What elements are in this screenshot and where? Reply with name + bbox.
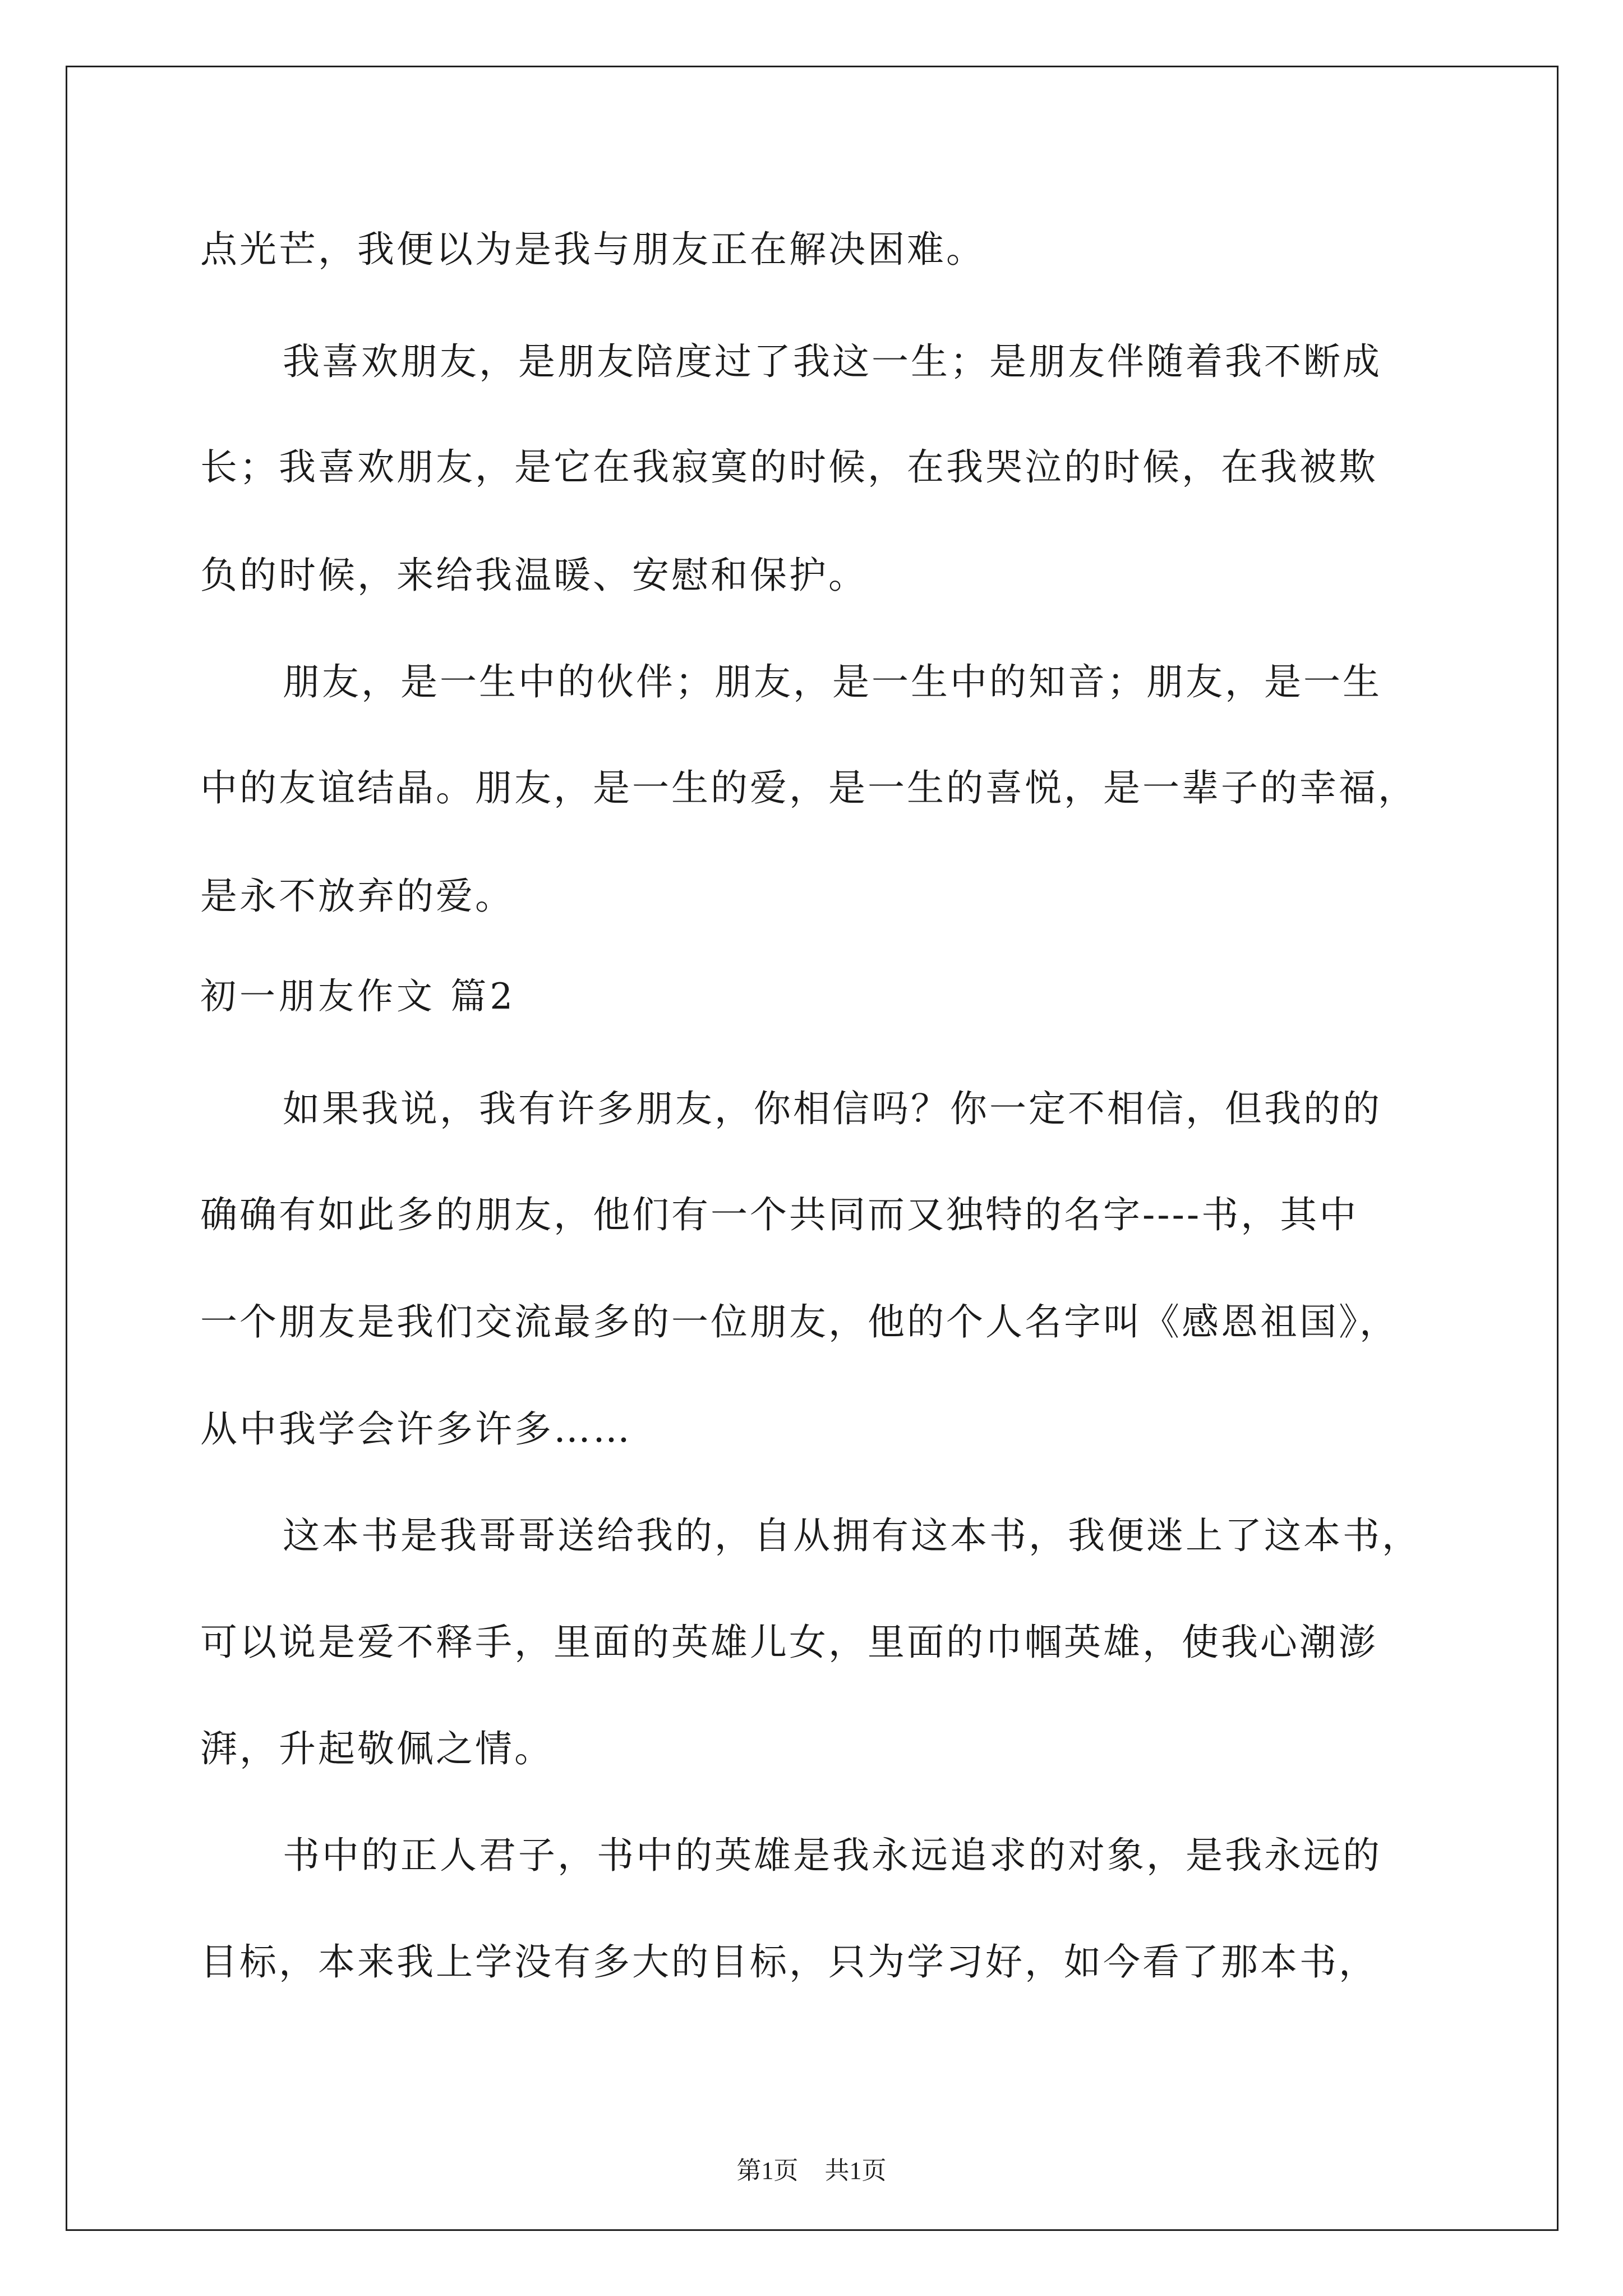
text-line: 一个朋友是我们交流最多的一位朋友，他的个人名字叫《感恩祖国》，: [200, 1300, 1399, 1343]
page-footer: [0, 2159, 1623, 2183]
text-line: 是永不放弃的爱。: [200, 875, 514, 918]
text-line: 目标，本来我上学没有多大的目标，只为学习好，如今看了那本书，: [200, 1940, 1378, 1984]
text-line: 确确有如此多的朋友，他们有一个共同而又独特的名字----书，其中: [200, 1193, 1359, 1236]
text-line: 负的时候，来给我温暖、安慰和保护。: [200, 554, 868, 597]
text-line: 点光芒，我便以为是我与朋友正在解决困难。: [200, 228, 985, 271]
text-line: 可以说是爱不释手，里面的英雄儿女，里面的巾帼英雄，使我心潮澎: [200, 1621, 1378, 1664]
text-line: 从中我学会许多许多……: [200, 1407, 632, 1451]
paragraph-start-line: 如果我说，我有许多朋友，你相信吗？你一定不相信，但我的的: [283, 1087, 1382, 1130]
text-line: 长；我喜欢朋友，是它在我寂寞的时候，在我哭泣的时候，在我被欺: [200, 445, 1378, 489]
paragraph-start-line: 这本书是我哥哥送给我的，自从拥有这本书，我便迷上了这本书，: [283, 1514, 1421, 1557]
paragraph-start-line: 朋友，是一生中的伙伴；朋友，是一生中的知音；朋友，是一生: [283, 660, 1382, 703]
page-total: 共1页: [824, 2157, 887, 2184]
paragraph-start-line: 书中的正人君子，书中的英雄是我永远追求的对象，是我永远的: [283, 1834, 1382, 1877]
text-line: 中的友谊结晶。朋友，是一生的爱，是一生的喜悦，是一辈子的幸福，: [200, 766, 1417, 809]
page-border: [66, 66, 1559, 2231]
text-line: 湃，升起敬佩之情。: [200, 1727, 554, 1770]
paragraph-start-line: 我喜欢朋友，是朋友陪度过了我这一生；是朋友伴随着我不断成: [283, 340, 1382, 383]
page-number: 第1页: [736, 2157, 799, 2184]
section-heading: 初一朋友作文 篇2: [200, 976, 517, 1018]
